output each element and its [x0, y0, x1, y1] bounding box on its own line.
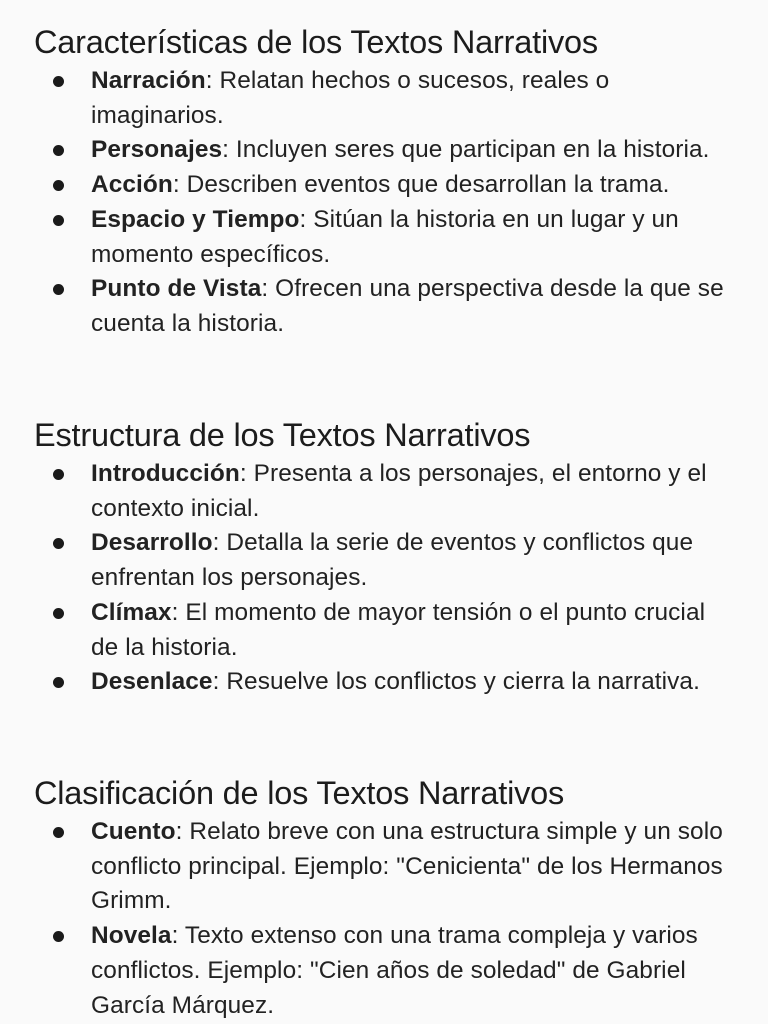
item-term: Cuento — [91, 818, 176, 845]
item-text: : Relato breve con una estructura simple y un solo conflicto principal. Ejemplo: "Cenicienta" de los Hermanos Grimm. — [91, 818, 723, 915]
list-item — [0, 133, 768, 168]
item-term: Acción — [91, 171, 173, 199]
section-title-clasificacion: Clasificación de los Textos Narrativos — [34, 775, 565, 811]
section-title-caracteristicas: Características de los Textos Narrativos — [34, 24, 598, 60]
item-text: : Detalla la serie de eventos y conflictos que enfrentan los personajes. — [91, 529, 694, 592]
bullet-icon — [53, 931, 64, 942]
list-item — [0, 919, 768, 1023]
item-term: Introducción — [91, 460, 240, 487]
list-item — [0, 168, 768, 203]
item-text: : Relatan hechos o sucesos, reales o imaginarios. — [91, 67, 610, 129]
item-term: Narración — [91, 67, 206, 94]
list-item — [0, 272, 768, 341]
bullet-icon — [53, 76, 64, 87]
list-clasificacion — [0, 815, 768, 1023]
bullet-icon — [53, 180, 64, 191]
list-item — [0, 457, 768, 526]
item-term: Personajes — [91, 136, 223, 164]
item-term: Desenlace — [91, 668, 213, 696]
section-title-estructura: Estructura de los Textos Narrativos — [34, 417, 531, 453]
bullet-icon — [53, 538, 64, 549]
list-estructura — [0, 457, 768, 700]
bullet-icon — [53, 677, 64, 688]
item-term: Punto de Vista — [91, 275, 262, 303]
bullet-icon — [53, 827, 64, 838]
list-item — [0, 665, 768, 700]
item-term: Clímax — [91, 598, 172, 626]
item-term: Desarrollo — [91, 529, 213, 557]
item-term: Espacio y Tiempo — [91, 205, 300, 233]
list-item — [0, 596, 768, 665]
item-text: : El momento de mayor tensión o el punto crucial de la historia. — [91, 598, 706, 661]
list-item — [0, 526, 768, 595]
list-item — [0, 815, 768, 919]
bullet-icon — [53, 608, 64, 619]
bullet-icon — [53, 284, 64, 295]
item-text: : Ofrecen una perspectiva desde la que se cuenta la historia. — [91, 275, 724, 337]
item-text: : Sitúan la historia en un lugar y un momento específicos. — [91, 205, 679, 268]
bullet-icon — [53, 469, 64, 480]
list-item — [0, 64, 768, 133]
item-text: : Resuelve los conflictos y cierra la narrativa. — [212, 668, 700, 696]
list-item — [0, 203, 768, 272]
item-text: : Incluyen seres que participan en la historia. — [222, 136, 710, 164]
bullet-icon — [53, 215, 64, 226]
item-text: : Presenta a los personajes, el entorno y el contexto inicial. — [91, 460, 707, 522]
list-caracteristicas — [0, 64, 768, 342]
item-text: : Describen eventos que desarrollan la trama. — [172, 171, 670, 199]
item-term: Novela — [91, 922, 172, 950]
item-text: : Texto extenso con una trama compleja y varios conflictos. Ejemplo: "Cien años de soledad" de Gabriel García Márquez. — [91, 922, 698, 1019]
bullet-icon — [53, 145, 64, 156]
